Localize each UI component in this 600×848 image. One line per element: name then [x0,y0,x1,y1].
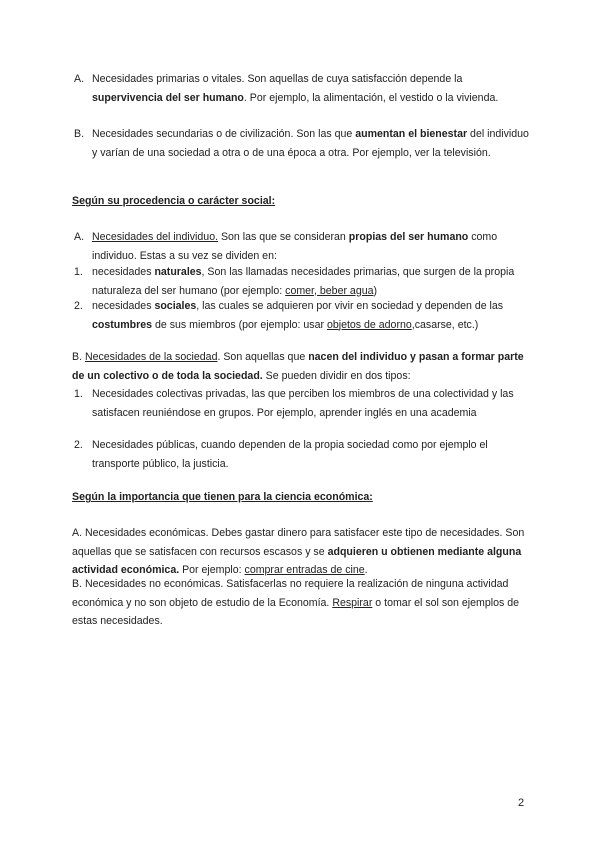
section-heading-procedencia: Según su procedencia o carácter social: [72,195,276,207]
text-span: B. [72,351,85,363]
list-marker: 2. [74,439,83,451]
underlined-text: objetos de adorno [326,318,412,331]
bold-text: aumentan el bienestar [355,128,468,140]
text-span: como individuo. Estas a su vez se dividen en: [92,231,498,262]
bold-text: naturales [154,266,202,278]
list-item-secondary-needs [74,125,532,162]
list-marker: A. [74,231,85,243]
list-item-individual-needs [74,228,532,265]
list-marker: A. [74,73,85,85]
underlined-text: Respirar [332,596,373,609]
text-span: . [364,564,368,577]
section-heading-importancia: Según la importancia que tienen para la ciencia económica: [72,491,373,503]
list-marker: B. [74,128,85,140]
bold-text: nacen del individuo y pasan a formar parte de un colectivo o de toda la sociedad. [72,351,524,382]
bold-text: supervivencia del ser humano [92,91,244,104]
list-item-social-needs [74,297,532,334]
text-span: del individuo y varían de una sociedad a otra o de una época a otra. Por ejemplo, ver la televisión. [92,128,529,159]
text-span: A. Necesidades económicas. Debes gastar dinero para satisfacer este tipo de necesidades. Son aquellas que se satisfacen con recursos escasos y se [72,527,525,558]
underlined-text: comprar entradas de cine [244,564,365,577]
text-span: B. Necesidades no económicas. Satisfacerlas no requiere la realización de ninguna actividad económica y no son objeto de estudio de la Economía. [72,578,509,609]
list-marker: 1. [74,388,83,400]
paragraph-society-needs [72,348,532,385]
text-span: . Por ejemplo, la alimentación, el vestido o la vivienda. [243,91,499,104]
underlined-text: comer, beber agua [285,284,374,297]
text-span: Necesidades secundarias o de civilización. Son las que [92,128,356,140]
bold-text: costumbres [92,318,153,331]
text-span: Necesidades públicas, cuando dependen de la propia sociedad como por ejemplo el transporte público, la justicia. [92,439,488,470]
text-span: Se pueden dividir en dos tipos: [262,369,411,382]
text-span: o tomar el sol son ejemplos de estas necesidades. [72,596,519,628]
page-number: 2 [518,797,525,809]
text-span: necesidades [92,300,155,312]
text-span: ,casarse, etc.) [411,318,479,331]
paragraph-economic-needs [72,524,532,580]
text-span: Son las que se consideran [218,231,349,243]
text-span: de sus miembros (por ejemplo: usar [152,318,327,331]
list-marker: 1. [74,266,83,278]
list-item-public-needs [74,436,532,473]
list-item-collective-needs [74,385,532,422]
bold-text: adquieren u obtienen mediante alguna actividad económica. [72,545,522,577]
text-span: ) [373,284,378,297]
list-item-natural-needs [74,263,532,300]
text-span: . Son aquellas que [217,351,309,363]
paragraph-non-economic-needs [72,575,532,631]
text-span: Por ejemplo: [179,564,245,577]
list-item-primary-needs [74,70,532,107]
underlined-text: Necesidades del individuo. [92,231,219,243]
text-span: , las cuales se adquieren por vivir en sociedad y dependen de las [196,300,504,312]
bold-text: propias del ser humano [348,231,469,243]
text-span: necesidades [92,266,155,278]
bold-text: sociales [154,300,197,312]
text-span: Necesidades colectivas privadas, las que perciben los miembros de una colectividad y las satisfacen reuniéndose en grupos. Por ejemplo, aprender inglés en una academia [92,388,514,419]
underlined-text: Necesidades de la sociedad [84,351,218,363]
text-span: Necesidades primarias o vitales. Son aquellas de cuya satisfacción depende la [92,73,463,85]
list-marker: 2. [74,300,83,312]
text-span: , Son las llamadas necesidades primarias, que surgen de la propia naturaleza del ser humano (por ejemplo: [92,266,515,297]
